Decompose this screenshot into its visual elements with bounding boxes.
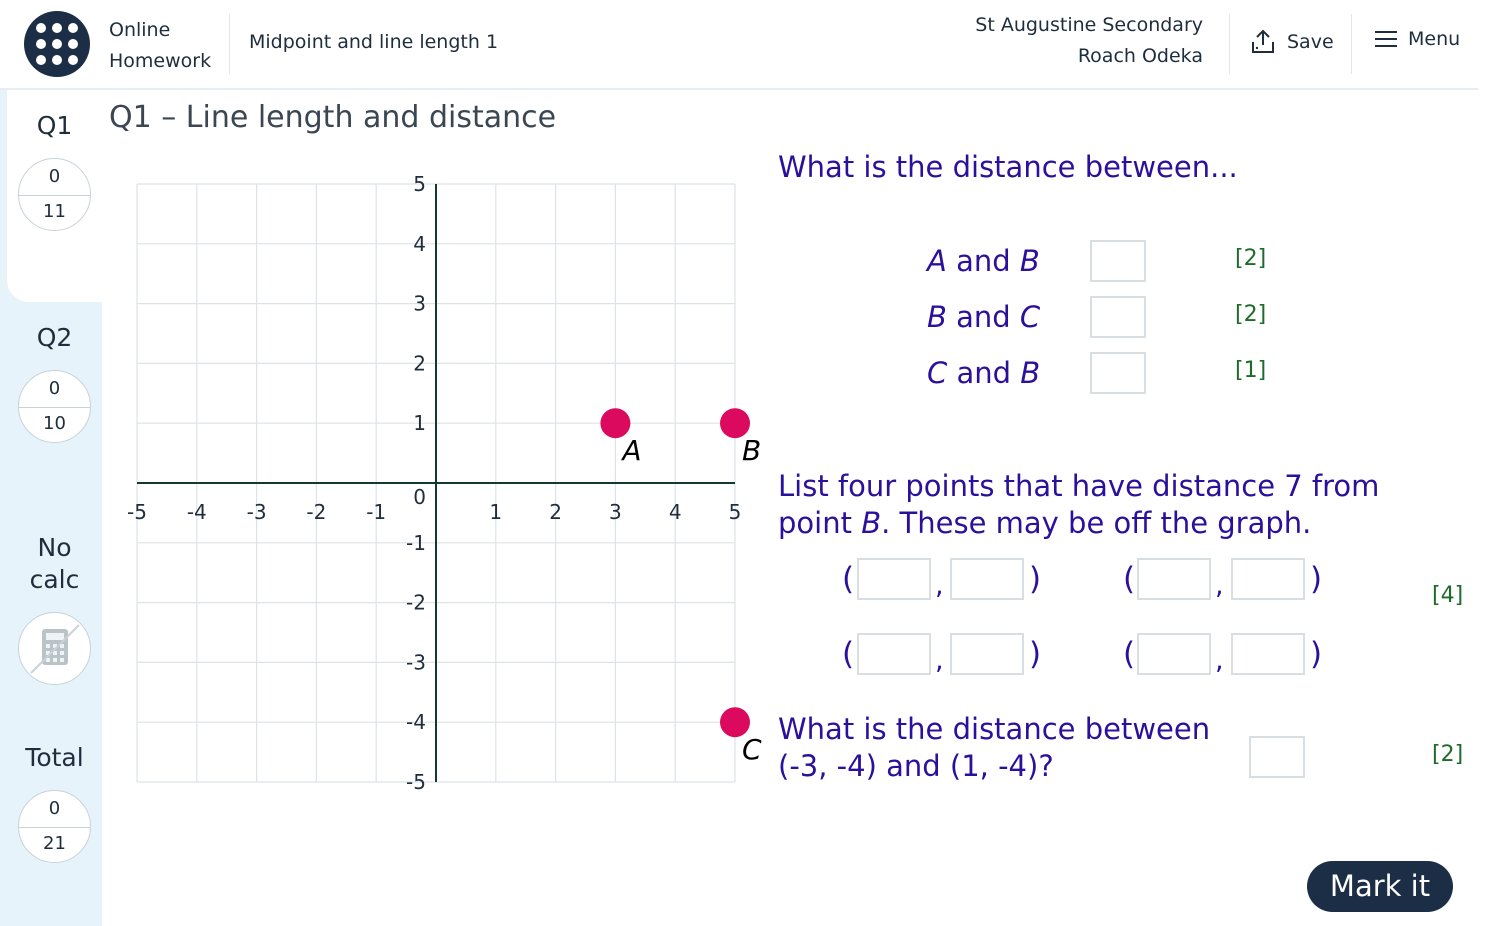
- sidebar-item-total[interactable]: [7, 722, 102, 926]
- x-tick-label: 4: [668, 500, 682, 524]
- student-name: Roach Odeka: [1077, 45, 1203, 67]
- sidebar-item-no-calc[interactable]: [7, 512, 102, 722]
- y-tick-label: -1: [406, 530, 426, 555]
- point-label-a: A: [622, 434, 642, 468]
- score-total: 11: [43, 201, 66, 222]
- save-label: Save: [1287, 31, 1334, 53]
- point2-x-input[interactable]: [1137, 558, 1211, 600]
- point-label-c: C: [742, 733, 762, 767]
- answer-input-cb[interactable]: [1090, 352, 1146, 394]
- menu-button[interactable]: [1374, 28, 1460, 50]
- score-value: 0: [48, 166, 61, 187]
- marks-badge: [2]: [1432, 742, 1464, 767]
- x-tick-label: -1: [366, 500, 387, 524]
- part3-prompt: What is the distance between (-3, -4) and (1, -4)?: [778, 712, 1211, 783]
- brand-line-1: Online: [109, 19, 171, 41]
- y-tick-label: -2: [406, 590, 426, 615]
- nav-label-line-2: calc: [29, 565, 80, 594]
- brand-name: [109, 15, 211, 77]
- score-value: 0: [48, 798, 61, 819]
- score-total: 21: [43, 833, 66, 854]
- point3-y-input[interactable]: [950, 633, 1024, 675]
- answer-input-distance[interactable]: [1249, 736, 1305, 778]
- marks-badge: [2]: [1235, 302, 1267, 327]
- marks-badge: [2]: [1235, 246, 1267, 271]
- x-tick-label: -3: [246, 500, 267, 524]
- score-circle: [18, 790, 91, 863]
- point4-x-input[interactable]: [1137, 633, 1211, 675]
- divider: [229, 14, 230, 74]
- part1-prompt: What is the distance between...: [778, 150, 1238, 184]
- homework-title: Midpoint and line length 1: [249, 31, 499, 53]
- app-grid-icon[interactable]: [24, 11, 90, 77]
- point4-y-input[interactable]: [1231, 633, 1305, 675]
- score-total: 10: [43, 413, 66, 434]
- sidebar-item-q1[interactable]: [7, 90, 102, 302]
- hamburger-icon: [1374, 29, 1398, 49]
- part2-prompt: List four points that have distance 7 from point B. These may be off the graph.: [778, 469, 1380, 540]
- user-info: [975, 10, 1203, 72]
- no-calculator-icon: [18, 612, 91, 685]
- menu-label: Menu: [1408, 28, 1461, 50]
- pair-label-ab: A and B: [927, 244, 1040, 278]
- upload-icon: [1249, 28, 1277, 56]
- origin-label: 0: [413, 485, 426, 509]
- x-tick-label: 1: [489, 500, 503, 524]
- nav-label: Q2: [36, 323, 73, 352]
- point3-x-input[interactable]: [857, 633, 931, 675]
- nav-label-line-1: No: [37, 533, 72, 562]
- x-tick-label: 5: [728, 500, 742, 524]
- answer-input-bc[interactable]: [1090, 296, 1146, 338]
- point1-x-input[interactable]: [857, 558, 931, 600]
- score-value: 0: [48, 378, 61, 399]
- marks-badge: [1]: [1235, 358, 1267, 383]
- score-circle: [18, 158, 91, 231]
- x-tick-label: 2: [549, 500, 562, 524]
- marks-badge: [4]: [1432, 583, 1464, 608]
- nav-label: Total: [25, 743, 84, 772]
- y-tick-label: 5: [413, 172, 426, 196]
- save-button[interactable]: [1249, 28, 1334, 56]
- top-bar: [0, 0, 1478, 90]
- point2-y-input[interactable]: [1231, 558, 1305, 600]
- x-tick-label: -2: [306, 500, 327, 524]
- sidebar-item-q2[interactable]: [7, 302, 102, 512]
- point-label-b: B: [742, 434, 762, 468]
- y-tick-label: -5: [406, 770, 426, 794]
- x-tick-label: 3: [609, 500, 622, 524]
- answer-input-ab[interactable]: [1090, 240, 1146, 282]
- school-name: St Augustine Secondary: [975, 14, 1203, 36]
- coordinate-grid: [115, 170, 775, 800]
- y-tick-label: 1: [413, 411, 426, 436]
- divider: [1229, 14, 1230, 74]
- y-tick-label: -4: [406, 710, 426, 735]
- score-circle: [18, 370, 91, 443]
- divider: [1351, 14, 1352, 74]
- mark-it-button[interactable]: Mark it: [1307, 861, 1453, 912]
- y-tick-label: 4: [413, 231, 426, 256]
- y-tick-label: -3: [406, 650, 426, 675]
- x-tick-label: -4: [186, 500, 207, 524]
- pair-label-bc: B and C: [927, 300, 1041, 334]
- pair-label-cb: C and B: [927, 356, 1041, 390]
- brand-line-2: Homework: [109, 50, 212, 72]
- y-tick-label: 2: [413, 351, 426, 376]
- nav-label: Q1: [36, 111, 73, 140]
- y-tick-label: 3: [413, 291, 426, 316]
- question-title: Q1 – Line length and distance: [109, 100, 557, 135]
- x-tick-label: -5: [127, 500, 147, 524]
- point1-y-input[interactable]: [950, 558, 1024, 600]
